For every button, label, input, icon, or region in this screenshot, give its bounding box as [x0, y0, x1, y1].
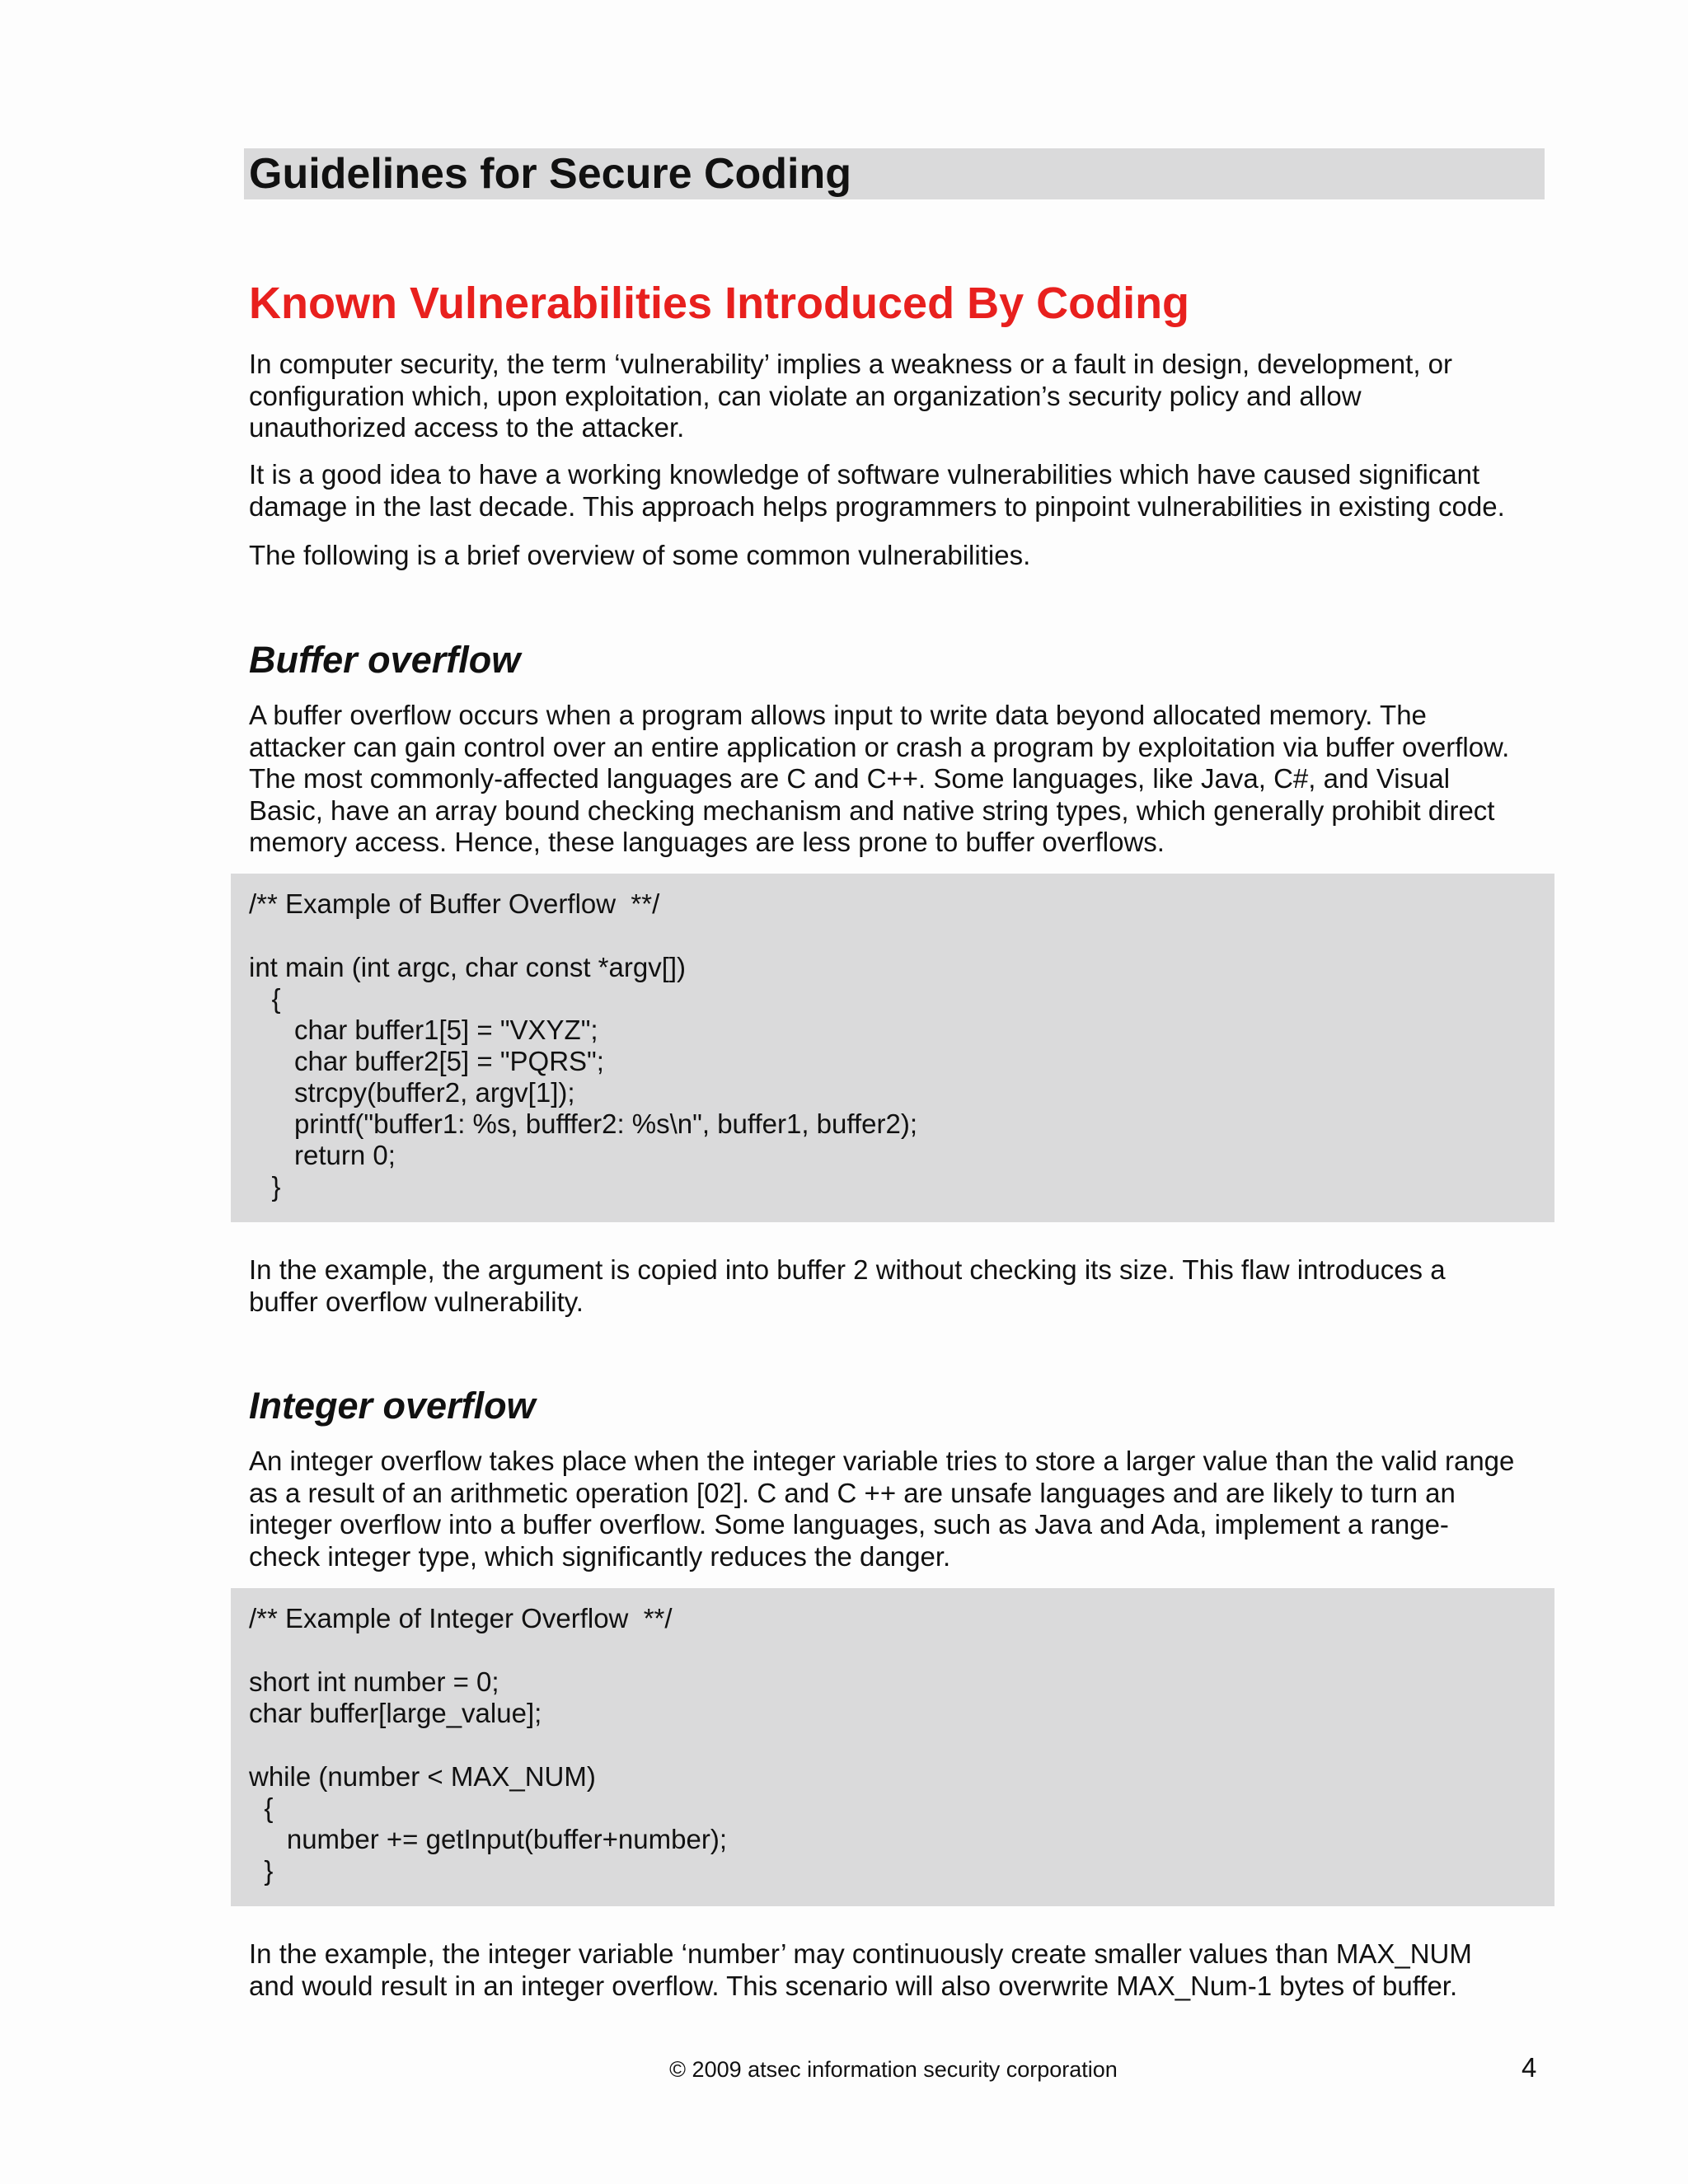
- code-line: char buffer2[5] = "PQRS";: [249, 1046, 604, 1076]
- code-line: }: [249, 1171, 281, 1202]
- code-line: strcpy(buffer2, argv[1]);: [249, 1077, 575, 1108]
- code-line: {: [249, 983, 281, 1014]
- code-line: while (number < MAX_NUM): [249, 1761, 596, 1792]
- intro-paragraph-2: It is a good idea to have a working knowledge of software vulnerabilities which have caused significant damage in the last decade. This approach helps programmers to pinpoint vulnerabilities in existing code.: [249, 459, 1505, 522]
- code-line: }: [249, 1855, 274, 1886]
- code-line: char buffer1[5] = "VXYZ";: [249, 1015, 598, 1045]
- code-line: char buffer[large_value];: [249, 1698, 542, 1728]
- page-header-title: Guidelines for Secure Coding: [249, 150, 851, 198]
- buffer-overflow-explanation: In the example, the argument is copied into buffer 2 without checking its size. This flaw introduces a buffer overflow vulnerability.: [249, 1254, 1446, 1317]
- code-line: /** Example of Integer Overflow **/: [249, 1603, 673, 1633]
- page-header-bar: [244, 148, 1545, 199]
- buffer-overflow-description: A buffer overflow occurs when a program allows input to write data beyond allocated memory. The attacker can gain control over an entire application or crash a program by exploitation via buffer overflow. The most commonly-affected languages are C and C++. Some languages, like Java, C#, and Visual Basic, have an array bound checking mechanism and native string types, which generally prohibit direct memory access. Hence, these languages are less prone to buffer overflows.: [249, 700, 1510, 857]
- code-line: short int number = 0;: [249, 1666, 499, 1697]
- page-number: 4: [1522, 2052, 1537, 2083]
- buffer-overflow-heading: Buffer overflow: [249, 639, 521, 681]
- integer-overflow-code-block: [231, 1588, 1554, 1906]
- intro-paragraph-1: In computer security, the term ‘vulnerability’ implies a weakness or a fault in design, development, or configuration which, upon exploitation, can violate an organization’s security policy and allow unauthorized access to the attacker.: [249, 349, 1453, 443]
- code-line: /** Example of Buffer Overflow **/: [249, 888, 660, 919]
- integer-overflow-explanation: In the example, the integer variable ‘number’ may continuously create smaller values than MAX_NUM and would result in an integer overflow. This scenario will also overwrite MAX_Num-1 bytes of buffer.: [249, 1938, 1472, 2001]
- code-line: return 0;: [249, 1140, 396, 1170]
- code-line: {: [249, 1793, 274, 1823]
- code-line: number += getInput(buffer+number);: [249, 1824, 727, 1854]
- code-line: int main (int argc, char const *argv[]): [249, 952, 687, 982]
- intro-paragraph-3: The following is a brief overview of some common vulnerabilities.: [249, 540, 1031, 570]
- integer-overflow-description: An integer overflow takes place when the integer variable tries to store a larger value than the valid range as a result of an arithmetic operation [02]. C and C ++ are unsafe languages and are likely to turn an integer overflow into a buffer overflow. Some languages, such as Java and Ada, implement a range- check integer type, which significantly reduces the danger.: [249, 1446, 1515, 1572]
- buffer-overflow-code-block: [231, 874, 1554, 1222]
- footer-copyright: © 2009 atsec information security corporation: [669, 2057, 1118, 2082]
- integer-overflow-heading: Integer overflow: [249, 1385, 536, 1427]
- section-title: Known Vulnerabilities Introduced By Coding: [249, 279, 1190, 328]
- code-line: printf("buffer1: %s, bufffer2: %s\n", buffer1, buffer2);: [249, 1108, 917, 1139]
